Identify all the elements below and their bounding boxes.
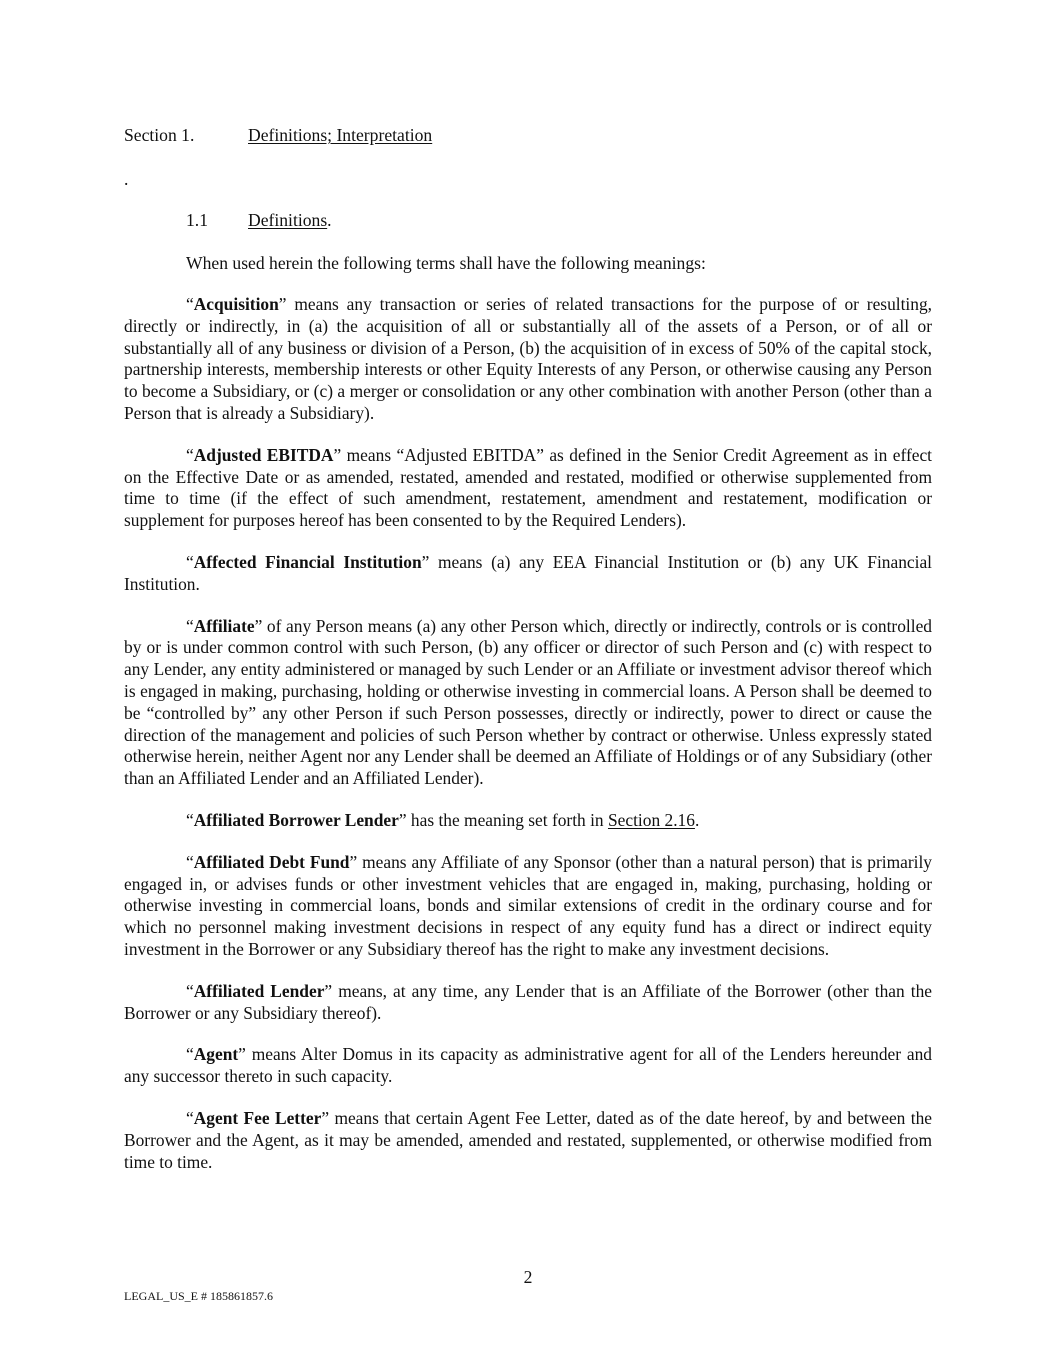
definition-agent xyxy=(124,1044,932,1088)
defined-term: Agent xyxy=(193,1044,239,1065)
open-quote: “ xyxy=(186,1107,194,1128)
definition-affiliated-borrower-lender xyxy=(124,810,932,832)
open-quote: “ xyxy=(186,615,194,636)
close-quote: ” xyxy=(398,809,407,830)
stray-period: . xyxy=(124,169,129,189)
close-quote: ” xyxy=(324,980,333,1001)
definition-text: of any Person means (a) any other Person which, directly or indirectly, controls or is controlled by or is under common control with such Person, (b) any officer or director of such Person and (c) with respect to any Lender, any entity administered or managed by such Lender or an Affiliate or investment advisor thereof which is engaged in making, purchasing, holding or otherwise investing in commercial loans. A Person shall be deemed to be “controlled by” any other Person if such Person possesses, directly or indirectly, power to direct or cause the direction of the management and policies of such Person whether by contract or otherwise. Unless expressly stated otherwise herein, neither Agent nor any Lender shall be deemed an Affiliate of Holdings or of any Subsidiary (other than an Affiliated Lender and an Affiliated Lender). xyxy=(124,615,932,789)
definition-tail: . xyxy=(694,809,700,830)
definition-adjusted-ebitda xyxy=(124,445,932,532)
subsection-heading xyxy=(186,209,332,231)
section-heading xyxy=(124,124,432,146)
defined-term: Affiliated Debt Fund xyxy=(193,851,350,872)
definition-text: means any transaction or series of related transactions for the purpose of or resulting, directly or indirectly, in (a) the acquisition of all or substantially all of the assets of a Person, or of all or substantially all of any business or division of a Person, (b) the acquisition of in excess of 50% of the capital stock, partnership interests, membership interests or other Equity Interests of any Person, or otherwise causing any Person to become a Subsidiary, or (c) a merger or consolidation or any other combination with another Person (other than a Person that is already a Subsidiary). xyxy=(124,294,932,423)
close-quote: ” xyxy=(321,1107,330,1128)
close-quote: ” xyxy=(278,294,287,314)
defined-term: Adjusted EBITDA xyxy=(193,444,334,465)
definition-text: means that certain Agent Fee Letter, dated as of the date hereof, by and between the Borrower and the Agent, as it may be amended, amended and restated, supplemented, or otherwise modified from time to time. xyxy=(124,1107,932,1172)
intro-sentence: When used herein the following terms shall have the following meanings: xyxy=(186,253,706,273)
subsection-title-suffix: . xyxy=(327,210,332,230)
section-title: Definitions; Interpretation xyxy=(248,125,433,145)
defined-term: Agent Fee Letter xyxy=(193,1107,322,1128)
open-quote: “ xyxy=(186,980,194,1001)
open-quote: “ xyxy=(186,294,194,314)
definition-text: means “Adjusted EBITDA” as defined in the Senior Credit Agreement as in effect on the Effective Date or as amended, restated, amended and restated, modified or otherwise supplemented from time to time (if the effect of such amendment, restatement, amendment and restatement, modification or supplement for purposes hereof has been consented to by the Required Lenders). xyxy=(124,444,932,531)
definition-affiliate xyxy=(124,616,932,790)
defined-term: Acquisition xyxy=(193,294,279,314)
close-quote: ” xyxy=(254,615,263,636)
section-reference-link[interactable]: Section 2.16 xyxy=(607,809,695,830)
definition-affected-financial-institution xyxy=(124,552,932,596)
open-quote: “ xyxy=(186,551,194,572)
definition-acquisition xyxy=(124,294,932,425)
definitions-list xyxy=(124,294,932,1193)
defined-term: Affected Financial Institution xyxy=(193,551,422,572)
defined-term: Affiliate xyxy=(193,615,255,636)
open-quote: “ xyxy=(186,809,194,830)
section-number: Section 1. xyxy=(124,125,195,145)
document-id: LEGAL_US_E # 185861857.6 xyxy=(124,1289,273,1303)
close-quote: ” xyxy=(349,851,358,872)
definition-text: means, at any time, any Lender that is an Affiliate of the Borrower (other than the Borrower or any Subsidiary thereof). xyxy=(124,980,932,1023)
open-quote: “ xyxy=(186,444,194,465)
open-quote: “ xyxy=(186,1044,194,1065)
subsection-title: Definitions xyxy=(248,210,328,230)
definition-agent-fee-letter xyxy=(124,1108,932,1173)
defined-term: Affiliated Lender xyxy=(193,980,325,1001)
page-number: 2 xyxy=(523,1267,533,1287)
definition-text: means Alter Domus in its capacity as administrative agent for all of the Lenders hereunder and any successor thereto in such capacity. xyxy=(124,1044,932,1087)
open-quote: “ xyxy=(186,851,194,872)
subsection-number: 1.1 xyxy=(186,210,208,230)
defined-term: Affiliated Borrower Lender xyxy=(193,809,399,830)
close-quote: ” xyxy=(333,444,342,465)
definition-affiliated-debt-fund xyxy=(124,852,932,961)
close-quote: ” xyxy=(421,551,430,572)
definition-affiliated-lender xyxy=(124,981,932,1025)
definition-text: means (a) any EEA Financial Institution or (b) any UK Financial Institution. xyxy=(124,551,932,594)
definition-text: has the meaning set forth in xyxy=(406,809,608,830)
definition-text: means any Affiliate of any Sponsor (other than a natural person) that is primarily engaged in, or advises funds or other investment vehicles that are engaged in, making, purchasing, holding or otherwise investing in commercial loans, bonds and similar extensions of credit in the ordinary course and for which no personnel making investment decisions in respect of any equity fund has a direct or indirect equity investment in the Borrower or any Subsidiary thereof has the right to make any investment decisions. xyxy=(124,851,932,959)
close-quote: ” xyxy=(238,1044,246,1065)
document-page xyxy=(124,0,932,1365)
